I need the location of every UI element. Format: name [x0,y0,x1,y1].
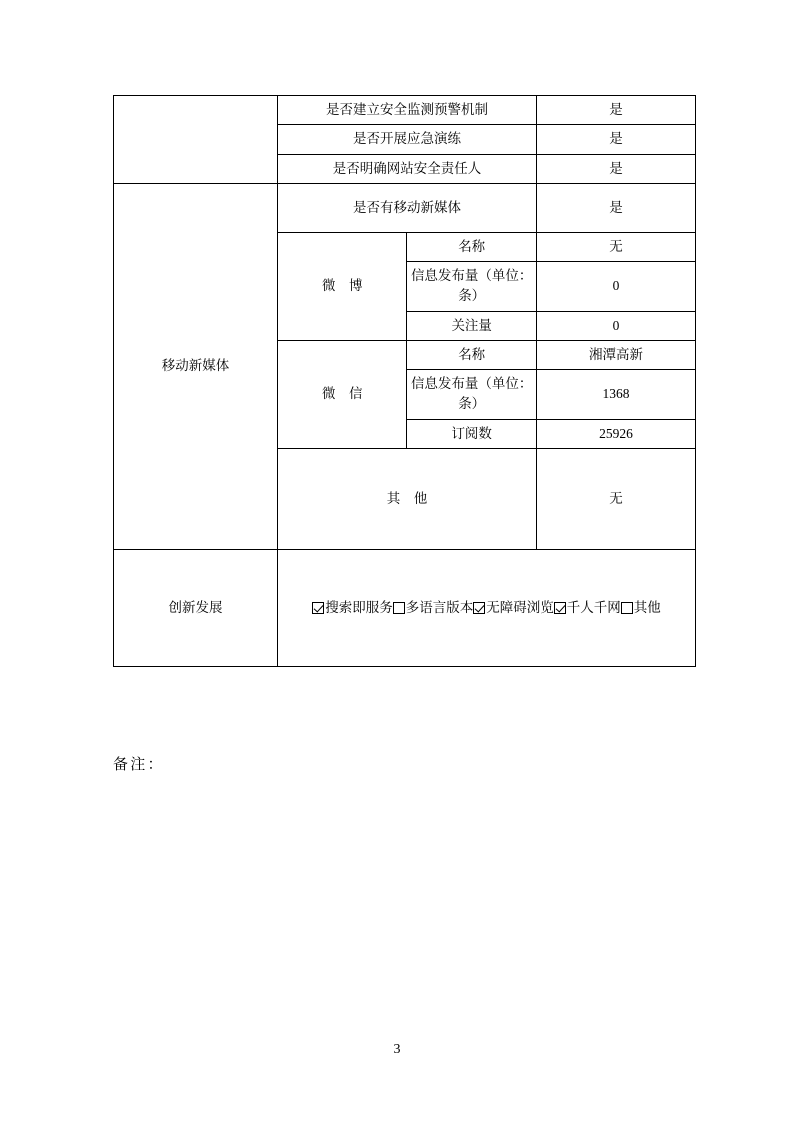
has-mobile-media-label: 是否有移动新媒体 [277,183,536,232]
innovation-option-personalized-web[interactable] [554,598,621,618]
innovation-option-label: 其他 [633,599,661,615]
other-value: 无 [536,448,695,549]
weixin-publish-label: 信息发布量（单位：条） [407,370,536,420]
table-row [114,549,696,666]
innovation-option-search-as-service[interactable] [312,598,393,618]
innovation-option-other[interactable] [621,598,661,618]
innovation-option-multilingual[interactable] [393,598,474,618]
checkbox-icon[interactable] [393,602,405,614]
innovation-options-cell [277,549,695,666]
weixin-subscribe-value: 25926 [536,419,695,448]
emergency-drill-label: 是否开展应急演练 [277,125,536,154]
innovation-option-label: 搜索即服务 [325,599,393,615]
weixin-name-label: 名称 [407,340,536,369]
security-warning-label: 是否建立安全监测预警机制 [277,96,536,125]
weibo-publish-value: 0 [536,262,695,312]
weibo-follow-value: 0 [536,311,695,340]
weibo-name-value: 无 [536,232,695,261]
innovation-option-accessibility[interactable] [473,598,554,618]
table-row [114,183,696,232]
checkbox-icon[interactable] [473,602,485,614]
checkbox-icon[interactable] [554,602,566,614]
page-number: 3 [393,1042,401,1057]
weibo-publish-label: 信息发布量（单位：条） [407,262,536,312]
weixin-label: 微 信 [277,340,406,448]
responsible-person-label: 是否明确网站安全责任人 [277,154,536,183]
responsible-person-value: 是 [536,154,695,183]
remark-label: 备注： [113,757,165,773]
weibo-label: 微 博 [277,232,406,340]
table-row [114,96,696,125]
weixin-name-value: 湘潭高新 [536,340,695,369]
innovation-label: 创新发展 [114,549,278,666]
emergency-drill-value: 是 [536,125,695,154]
weibo-name-label: 名称 [407,232,536,261]
innovation-option-label: 多语言版本 [405,599,474,615]
has-mobile-media-value: 是 [536,183,695,232]
information-table [113,95,696,667]
checkbox-icon[interactable] [312,602,324,614]
innovation-option-label: 千人千网 [566,599,621,615]
innovation-option-label: 无障碍浏览 [486,599,554,615]
mobile-media-section-label: 移动新媒体 [114,183,278,549]
checkbox-icon[interactable] [621,602,633,614]
other-label: 其 他 [277,448,536,549]
innovation-checkbox-line [281,598,692,618]
security-section-cell [114,96,278,184]
weixin-subscribe-label: 订阅数 [407,419,536,448]
weibo-follow-label: 关注量 [407,311,536,340]
weixin-publish-value: 1368 [536,370,695,420]
security-warning-value: 是 [536,96,695,125]
